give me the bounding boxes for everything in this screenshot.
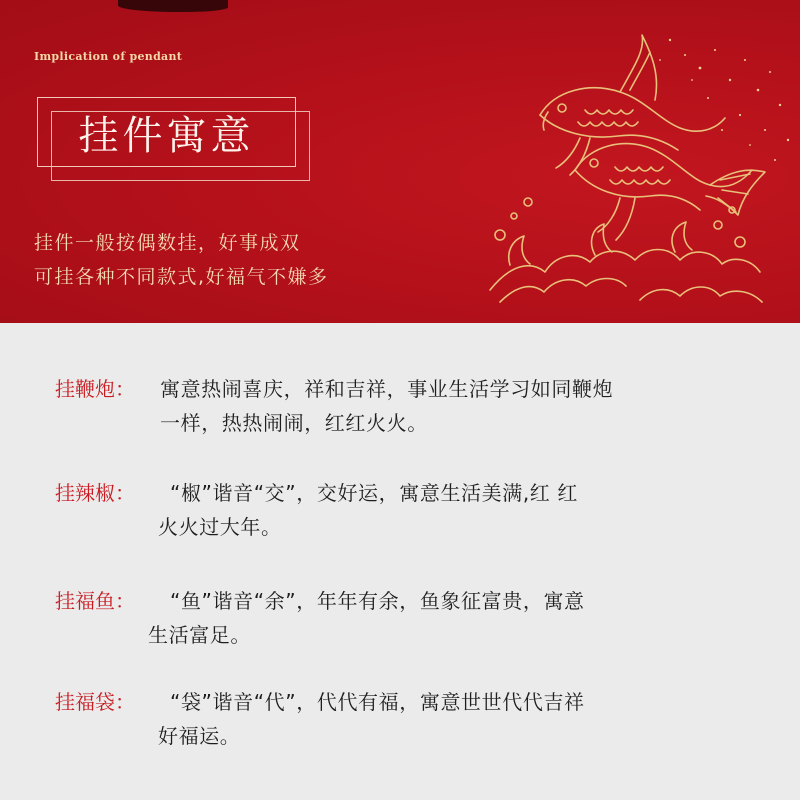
entry-label: 挂福鱼：: [55, 589, 135, 613]
entry-label: 挂辣椒：: [55, 481, 135, 505]
entry-text-line-2: 生活富足。: [148, 623, 251, 647]
english-subtitle: Implication of pendant: [34, 50, 183, 63]
banner-text-line-1: 挂件一般按偶数挂，好事成双: [34, 232, 301, 254]
entry-text-line-2: 好福运。: [158, 724, 241, 748]
entry-label: 挂福袋：: [55, 690, 135, 714]
entry-text-line-1: “椒”谐音“交”，交好运，寓意生活美满,红 红: [170, 481, 578, 505]
entry-text-line-1: 寓意热闹喜庆，祥和吉祥，事业生活学习如同鞭炮: [160, 377, 614, 401]
entry-label: 挂鞭炮：: [55, 377, 135, 401]
page-title: 挂件寓意: [78, 112, 255, 159]
entry-text-line-2: 一样，热热闹闹，红红火火。: [160, 411, 428, 435]
entry-text-line-1: “鱼”谐音“余”，年年有余，鱼象征富贵，寓意: [170, 589, 585, 613]
meaning-list: [0, 323, 800, 800]
header-banner: [0, 0, 800, 323]
ink-blot-decoration: [118, 0, 228, 12]
carp-fish-waves-icon: [470, 20, 800, 320]
entry-text-line-2: 火火过大年。: [158, 515, 282, 539]
entry-text-line-1: “袋”谐音“代”，代代有福，寓意世世代代吉祥: [170, 690, 585, 714]
banner-text-line-2: 可挂各种不同款式,好福气不嫌多: [34, 266, 329, 288]
title-frame: [37, 97, 296, 167]
